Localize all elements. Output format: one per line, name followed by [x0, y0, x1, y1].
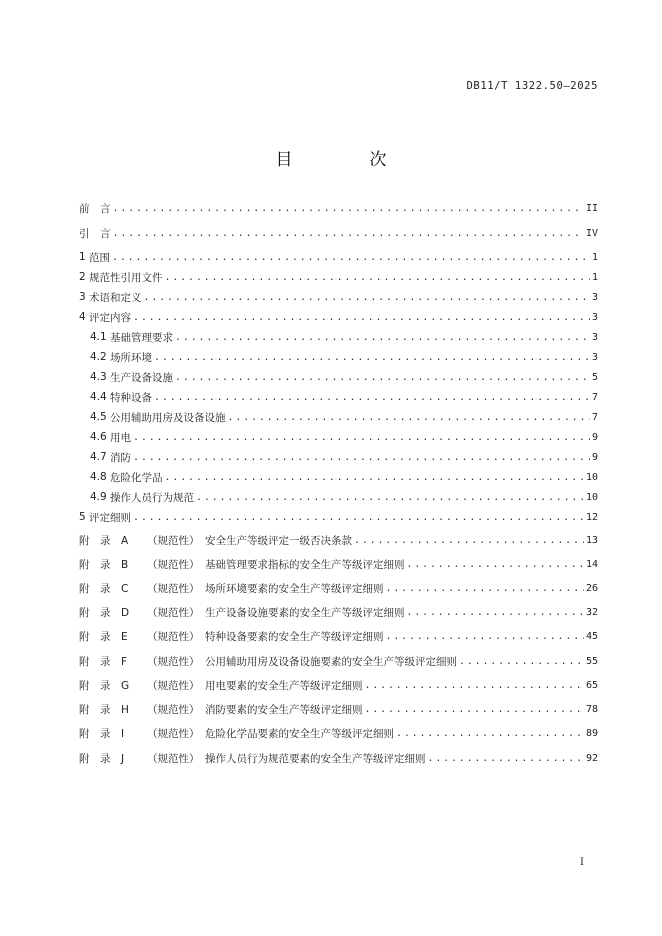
- toc-leader: [133, 312, 590, 323]
- toc-label: 术语和定义: [89, 291, 142, 304]
- toc-leader: [133, 452, 590, 463]
- toc-appendix-type: （规范性）: [147, 558, 200, 571]
- toc-entry-introduction[interactable]: [79, 224, 598, 242]
- toc-entry-appendix-h[interactable]: [79, 700, 598, 718]
- toc-number: 4.5: [90, 411, 107, 423]
- toc-leader: [113, 203, 584, 214]
- toc-entry-section-4-5[interactable]: [79, 408, 598, 426]
- toc-leader: [386, 631, 584, 642]
- toc-entry-section-4-9[interactable]: [79, 488, 598, 506]
- toc-leader: [407, 559, 584, 570]
- toc-label: 公用辅助用房及设备设施要素的安全生产等级评定细则: [205, 655, 457, 668]
- toc-appendix-key: 附 录 E: [79, 630, 128, 643]
- toc-appendix-key: 附 录 A: [79, 534, 129, 547]
- toc-number: 4.8: [90, 471, 107, 483]
- toc-number: 1: [79, 251, 86, 263]
- toc-leader: [175, 332, 590, 343]
- toc-entry-section-4-1[interactable]: [79, 328, 598, 346]
- toc-appendix-type: （规范性）: [147, 679, 200, 692]
- toc-entry-section-4[interactable]: [79, 308, 598, 326]
- toc-page: 7: [591, 411, 598, 423]
- toc-page: 65: [585, 679, 598, 691]
- toc-leader: [365, 680, 584, 691]
- toc-page: 1: [591, 271, 598, 283]
- toc-entry-appendix-i[interactable]: [79, 724, 598, 742]
- toc-leader: [365, 704, 584, 715]
- toc-page: II: [585, 202, 598, 214]
- toc-entry-section-4-6[interactable]: [79, 428, 598, 446]
- toc-appendix-type: （规范性）: [147, 655, 200, 668]
- toc-label: 基础管理要求: [110, 331, 174, 344]
- toc-entry-section-3[interactable]: [79, 288, 598, 306]
- toc-label: 范围: [89, 251, 111, 264]
- toc-entry-appendix-c[interactable]: [79, 579, 598, 597]
- toc-label: 用电要素的安全生产等级评定细则: [205, 679, 363, 692]
- toc-number: 4.6: [90, 431, 107, 443]
- toc-label: 危险化学品要素的安全生产等级评定细则: [205, 727, 394, 740]
- toc-number: 4: [79, 311, 86, 323]
- toc-entry-appendix-b[interactable]: [79, 555, 598, 573]
- toc-entry-appendix-j[interactable]: [79, 749, 598, 767]
- toc-entry-section-2[interactable]: [79, 268, 598, 286]
- toc-label: 特种设备: [110, 391, 153, 404]
- toc-leader: [396, 728, 584, 739]
- toc-page: 3: [591, 311, 598, 323]
- standard-code: DB11/T 1322.50—2025: [466, 80, 598, 92]
- toc-number: 4.7: [90, 451, 107, 463]
- toc-leader: [228, 412, 590, 423]
- toc-leader: [154, 352, 590, 363]
- toc-appendix-type: （规范性）: [147, 606, 200, 619]
- toc-label: 前 言: [79, 202, 111, 215]
- toc-number: 4.2: [90, 351, 107, 363]
- toc-label: 安全生产等级评定一级否决条款: [205, 534, 352, 547]
- toc-page: 55: [585, 655, 598, 667]
- toc-entry-section-4-7[interactable]: [79, 448, 598, 466]
- toc-page: 9: [591, 431, 598, 443]
- toc-entry-section-4-4[interactable]: [79, 388, 598, 406]
- toc-leader: [407, 607, 584, 618]
- toc-entry-appendix-f[interactable]: [79, 652, 598, 670]
- toc-page: 9: [591, 451, 598, 463]
- toc-label: 特种设备要素的安全生产等级评定细则: [205, 630, 384, 643]
- toc-page: 14: [585, 558, 598, 570]
- toc-entry-appendix-d[interactable]: [79, 603, 598, 621]
- toc-appendix-key: 附 录 D: [79, 606, 130, 619]
- toc-entry-section-4-8[interactable]: [79, 468, 598, 486]
- toc-label: 基础管理要求指标的安全生产等级评定细则: [205, 558, 405, 571]
- toc-page: 92: [585, 752, 598, 764]
- toc-label: 生产设备设施: [110, 371, 174, 384]
- toc-leader: [113, 228, 584, 239]
- toc-appendix-type: （规范性）: [147, 727, 200, 740]
- toc-label: 操作人员行为规范要素的安全生产等级评定细则: [205, 752, 426, 765]
- toc-page: 10: [585, 471, 598, 483]
- toc-page: 78: [585, 703, 598, 715]
- toc-label: 用电: [110, 431, 132, 444]
- toc-label: 消防: [110, 451, 132, 464]
- toc-page: 13: [585, 534, 598, 546]
- toc-page: 5: [591, 371, 598, 383]
- toc-label: 操作人员行为规范: [110, 491, 195, 504]
- toc-number: 5: [79, 511, 86, 523]
- toc-label: 危险化学品: [110, 471, 163, 484]
- toc-label: 生产设备设施要素的安全生产等级评定细则: [205, 606, 405, 619]
- toc-entry-foreword[interactable]: [79, 199, 598, 217]
- toc-appendix-type: （规范性）: [147, 752, 200, 765]
- toc-appendix-key: 附 录 I: [79, 727, 125, 740]
- toc-entry-section-1[interactable]: [79, 248, 598, 266]
- toc-page: 3: [591, 351, 598, 363]
- toc-appendix-key: 附 录 C: [79, 582, 129, 595]
- toc-page: 10: [585, 491, 598, 503]
- toc-entry-appendix-e[interactable]: [79, 627, 598, 645]
- toc-appendix-key: 附 录 B: [79, 558, 129, 571]
- toc-leader: [459, 656, 584, 667]
- toc-entry-section-4-2[interactable]: [79, 348, 598, 366]
- toc-appendix-key: 附 录 J: [79, 752, 125, 765]
- toc-leader: [196, 492, 584, 503]
- toc-page: 3: [591, 291, 598, 303]
- toc-appendix-type: （规范性）: [147, 630, 200, 643]
- toc-number: 2: [79, 271, 86, 283]
- toc-entry-section-4-3[interactable]: [79, 368, 598, 386]
- toc-page: 32: [585, 606, 598, 618]
- toc-leader: [354, 535, 584, 546]
- toc-label: 评定内容: [89, 311, 132, 324]
- toc-label: 场所环境要素的安全生产等级评定细则: [205, 582, 384, 595]
- toc-label: 规范性引用文件: [89, 271, 163, 284]
- toc-page: 7: [591, 391, 598, 403]
- toc-page: 1: [591, 251, 598, 263]
- toc-label: 公用辅助用房及设备设施: [110, 411, 226, 424]
- toc-appendix-key: 附 录 H: [79, 703, 129, 716]
- toc-leader: [165, 472, 584, 483]
- toc-entry-appendix-a[interactable]: [79, 531, 598, 549]
- toc-appendix-key: 附 录 F: [79, 655, 128, 668]
- toc-label: 引 言: [79, 227, 111, 240]
- page-title: 目 次: [275, 150, 417, 170]
- toc-page: 3: [591, 331, 598, 343]
- toc-leader: [133, 512, 584, 523]
- toc-number: 4.9: [90, 491, 107, 503]
- toc-leader: [144, 292, 590, 303]
- toc-entry-section-5[interactable]: [79, 508, 598, 526]
- toc-page: 89: [585, 727, 598, 739]
- toc-leader: [386, 583, 584, 594]
- toc-number: 4.1: [90, 331, 107, 343]
- toc-leader: [112, 252, 590, 263]
- toc-appendix-type: （规范性）: [147, 582, 200, 595]
- toc-page: 45: [585, 630, 598, 642]
- toc-number: 3: [79, 291, 86, 303]
- toc-page: 26: [585, 582, 598, 594]
- toc-number: 4.3: [90, 371, 107, 383]
- toc-leader: [175, 372, 590, 383]
- toc-page: IV: [585, 227, 598, 239]
- toc-leader: [428, 753, 584, 764]
- page-number: I: [580, 857, 584, 868]
- toc-label: 消防要素的安全生产等级评定细则: [205, 703, 363, 716]
- toc-leader: [165, 272, 590, 283]
- toc-leader: [133, 432, 590, 443]
- toc-appendix-type: （规范性）: [147, 703, 200, 716]
- toc-entry-appendix-g[interactable]: [79, 676, 598, 694]
- toc-appendix-key: 附 录 G: [79, 679, 130, 692]
- toc-label: 评定细则: [89, 511, 132, 524]
- toc-appendix-type: （规范性）: [147, 534, 200, 547]
- toc-label: 场所环境: [110, 351, 153, 364]
- toc-leader: [154, 392, 590, 403]
- toc-number: 4.4: [90, 391, 107, 403]
- toc-page: 12: [585, 511, 598, 523]
